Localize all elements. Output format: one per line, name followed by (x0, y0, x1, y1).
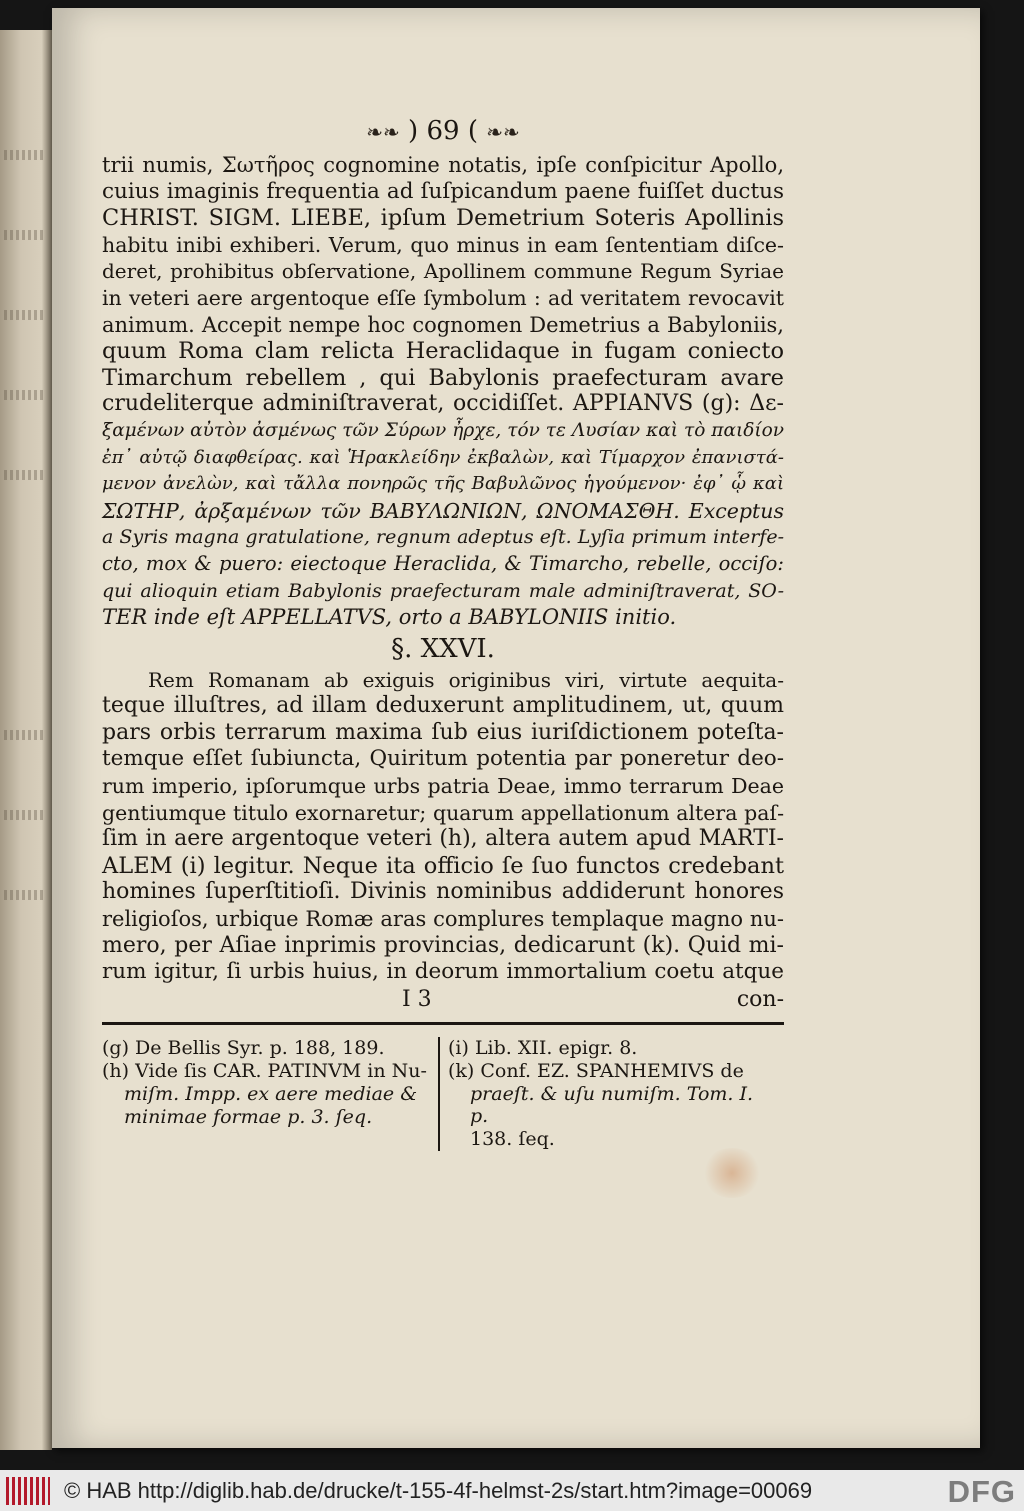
footnote-line: (k) Conf. EZ. SPANHEMIVS de (448, 1059, 744, 1082)
page-header: ❧❧ ) 69 ( ❧❧ (366, 116, 520, 146)
text-line: in veteri aere argentoque eſſe ſymbolum : ad veritatem revocavit (102, 285, 784, 310)
ornament-left: ❧❧ (366, 120, 400, 144)
text-line: teque illuſtres, ad illam deduxerunt amplitudinem, ut, quum (102, 693, 784, 719)
page-footer-line (102, 986, 784, 1014)
italic-line: cto, mox & puero: eiectoque Heraclida, & Timarcho, rebelle, occiſo: (102, 551, 784, 575)
barcode-icon (6, 1477, 50, 1505)
italic-line: qui alioquin etiam Babylonis praefecturam male adminiſtraverat, SO- (102, 579, 784, 602)
text-line: rum igitur, ſi urbis huius, in deorum immortalium coetu atque (102, 959, 784, 985)
footnotes (102, 1037, 784, 1151)
greek-quotation (102, 418, 784, 524)
text-line: temque eſſet ſubiuncta, Quiritum potentia par poneretur deo- (102, 746, 784, 772)
greek-line: ἐπ᾽ αὐτῷ διαφθείρας. καὶ Ἡρακλείδην ἐκβαλὼν, καὶ Τίμαρχον ἐπανιστά- (102, 446, 784, 468)
footnote-line: minimae formae p. 3. ſeq. (124, 1105, 373, 1128)
left-page-edge (0, 30, 52, 1450)
text-line: ALEM (i) legitur. Neque ita officio ſe ſuo functos credebant (102, 852, 784, 879)
text-line: habitu inibi exhiberi. Verum, quo minus in eam ſententiam diſce- (102, 232, 784, 257)
italic-line: a Syris magna gratulatione, regnum adeptus eſt. Lyſia primum interfe- (102, 526, 784, 549)
edge-text (4, 470, 44, 480)
text-line: gentiumque titulo exornaretur; quarum appellationum altera paſ- (102, 800, 784, 825)
section-title: §. XXVI. (391, 633, 495, 664)
text-line: cuius imaginis frequentia ad ſuſpicandum paene fuiſſet ductus (102, 178, 784, 204)
edge-text (4, 810, 44, 820)
signature-mark: I 3 (402, 986, 432, 1012)
footnote-line: 138. ſeq. (470, 1127, 555, 1150)
greek-line: μενον ἀνελὼν, καὶ τἄλλα πονηρῶς τῆς Βαβυλῶνος ἡγούμενον· ἐφ᾽ ᾧ καὶ (102, 473, 784, 495)
footnote-line: (i) Lib. XII. epigr. 8. (448, 1036, 638, 1059)
text-line: Timarchum rebellem , qui Babylonis praefecturam avare (102, 364, 784, 391)
text-line: homines ſuperſtitioſi. Divinis nominibus addiderunt honores (102, 879, 784, 905)
text-line: trii numis, Σωτῆρος cognomine notatis, ipſe conſpicitur Apollo, (102, 153, 784, 177)
book-page (52, 8, 980, 1448)
greek-line: ξαμένων αὐτὸν ἀσμένως τῶν Σύρων ἦρχε, τόν τε Λυσίαν καὶ τὸ παιδίον (102, 419, 784, 441)
edge-text (4, 890, 44, 900)
text-line: Rem Romanam ab exiguis originibus viri, virtute aequita- (148, 667, 784, 692)
page-number: 69 (426, 116, 460, 146)
footnote-line: (g) De Bellis Syr. p. 188, 189. (102, 1036, 385, 1059)
catchword: con- (736, 986, 784, 1012)
edge-text (4, 150, 44, 160)
edge-text (4, 230, 44, 240)
footnotes-right (438, 1037, 776, 1151)
foxing-stain (702, 1148, 762, 1198)
italic-line: TER inde eſt APPELLATVS, orto a BABYLONIIS initio. (102, 605, 677, 630)
text-line: mero, per Aſiae inprimis provincias, dedicarunt (k). Quid mi- (102, 932, 784, 958)
text-line: quum Roma clam relicta Heraclidaque in fugam coniecto (102, 338, 784, 365)
text-line: crudeliterque adminiſtraverat, occidiſſet. APPIANVS (g): Δε- (102, 391, 784, 417)
paragraph-section (102, 667, 784, 986)
text-line: deret, prohibitus obſervatione, Apollinem commune Regum Syriae (102, 259, 784, 284)
dfg-logo: DFG (947, 1474, 1016, 1509)
paragraph-top (102, 152, 784, 418)
page-content (102, 116, 784, 1151)
text-line: pars orbis terrarum maxima ſub eius iuriſdictionem poteſta- (102, 719, 784, 745)
footnote-line: (h) Vide ſis CAR. PATINVM in Nu- (102, 1059, 427, 1082)
text-line: CHRIST. SIGM. LIEBE, ipſum Demetrium Soteris Apollinis (102, 205, 784, 232)
text-line: ſim in aere argentoque veteri (h), altera autem apud MARTI- (102, 826, 784, 852)
footnote-rule (102, 1022, 784, 1025)
latin-translation (102, 524, 784, 630)
footnote-line: praeſt. & uſu numiſm. Tom. I. p. (470, 1082, 754, 1127)
text-line: animum. Accepit nempe hoc cognomen Demetrius a Babyloniis, (102, 312, 784, 337)
edge-text (4, 310, 44, 320)
text-line: religioſos, urbique Romæ aras complures templaque magno nu- (102, 907, 784, 932)
edge-text (4, 730, 44, 740)
edge-text (4, 390, 44, 400)
footnotes-left (102, 1037, 438, 1151)
greek-line: ΣΩΤΗΡ, ἀρξαμένων τῶν ΒΑΒΥΛΩΝΙΩΝ, ΩΝΟΜΑΣΘΗ. Exceptus (102, 498, 784, 523)
text-line: rum imperio, ipſorumque urbs patria Deae, immo terrarum Deae (102, 774, 784, 799)
caption-bar (0, 1470, 1024, 1511)
copyright-link[interactable]: © HAB http://diglib.hab.de/drucke/t-155-4f-helmst-2s/start.htm?image=00069 (64, 1477, 813, 1503)
ornament-right: ❧❧ (486, 120, 520, 144)
footnote-line: miſm. Impp. ex aere mediae & (124, 1082, 418, 1105)
